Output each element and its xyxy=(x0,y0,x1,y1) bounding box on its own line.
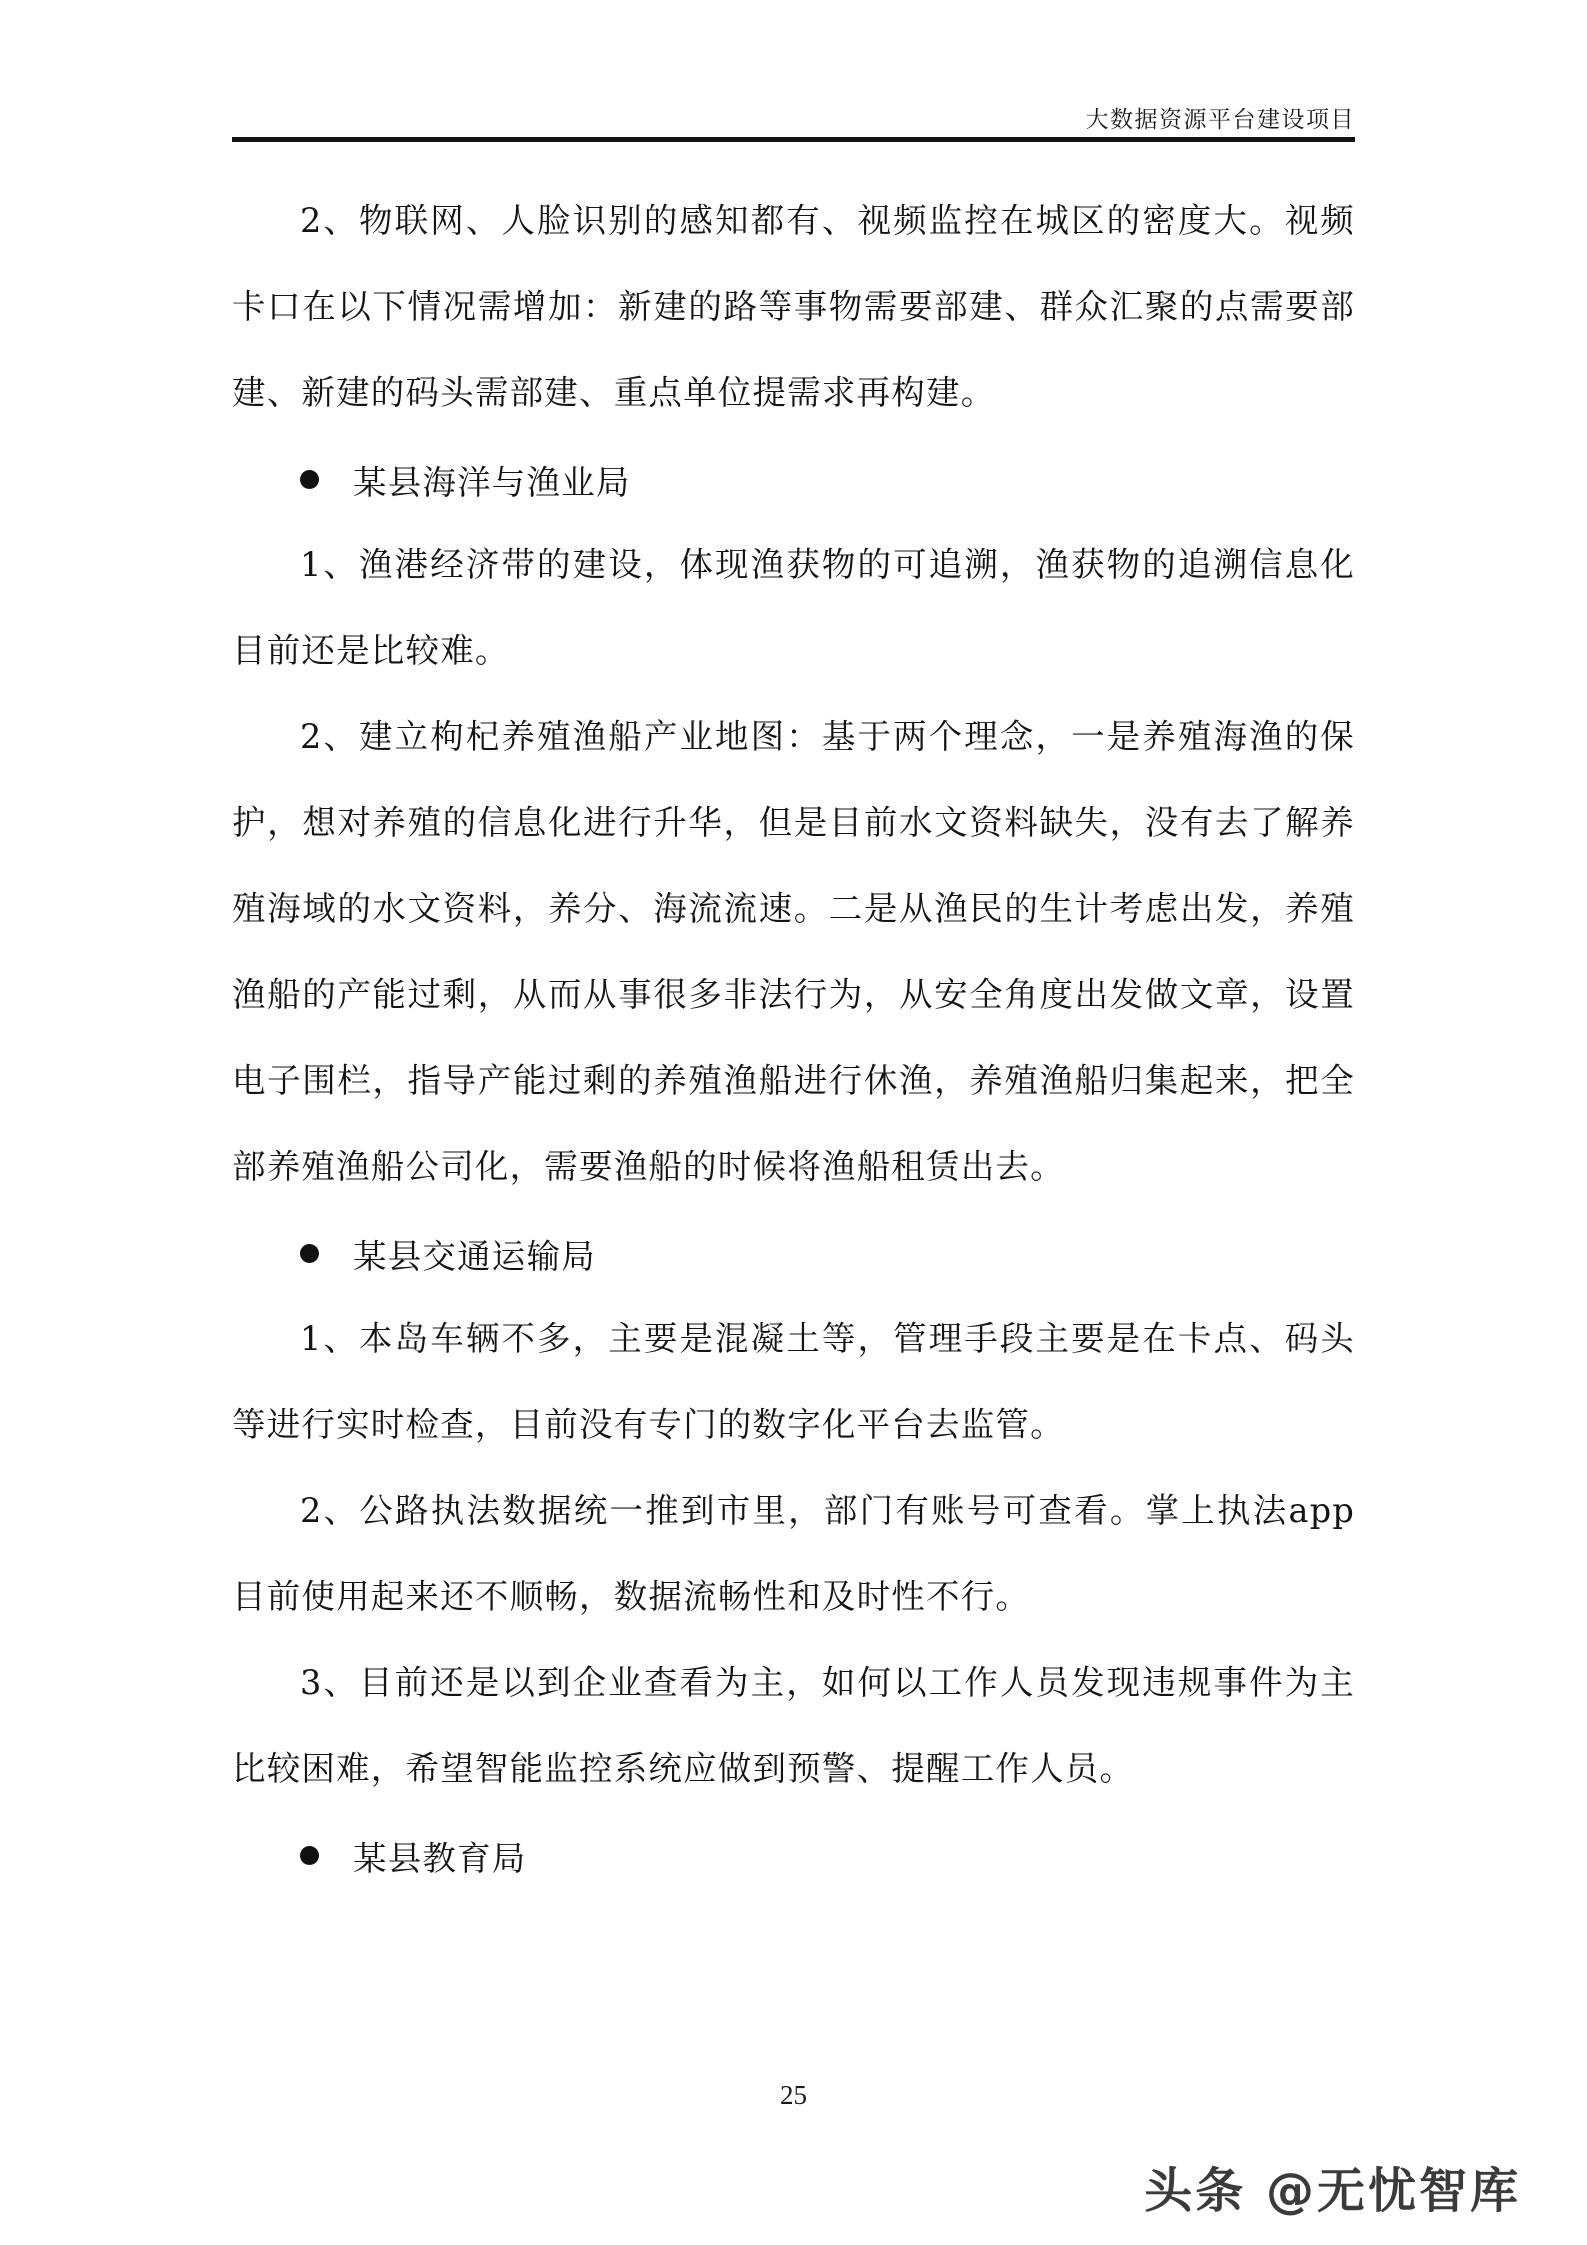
bullet-dot-icon xyxy=(300,1846,319,1865)
bullet-label: 某县交通运输局 xyxy=(353,1236,596,1276)
paragraph-fishing-port-economy: 1、渔港经济带的建设，体现渔获物的可追溯，渔获物的追溯信息化目前还是比较难。 xyxy=(232,545,1355,670)
header-divider xyxy=(232,137,1355,142)
paragraph-iot-facial-recognition: 2、物联网、人脸识别的感知都有、视频监控在城区的密度大。视频卡口在以下情况需增加：新建的路等事物需要部建、群众汇聚的点需要部建、新建的码头需部建、重点单位提需求再构建。 xyxy=(232,201,1355,412)
watermark: 头条 @无忧智库 xyxy=(1144,2163,1521,2219)
paragraph-island-vehicles: 1、本岛车辆不多，主要是混凝土等，管理手段主要是在卡点、码头等进行实时检查，目前没有专门的数字化平台去监管。 xyxy=(232,1319,1355,1444)
paragraph-enterprise-inspection: 3、目前还是以到企业查看为主，如何以工作人员发现违规事件为主比较困难，希望智能监控系统应做到预警、提醒工作人员。 xyxy=(232,1663,1355,1788)
header-title: 大数据资源平台建设项目 xyxy=(1085,107,1355,133)
bullet-label: 某县教育局 xyxy=(353,1838,527,1878)
bullet-education-bureau xyxy=(232,1812,1355,1898)
document-body xyxy=(232,178,1355,1898)
bullet-transportation-bureau xyxy=(232,1210,1355,1296)
paragraph-gouqi-aquaculture-map: 2、建立枸杞养殖渔船产业地图：基于两个理念，一是养殖海渔的保护，想对养殖的信息化进行升华，但是目前水文资料缺失，没有去了解养殖海域的水文资料，养分、海流流速。二是从渔民的生计考虑出发，养殖渔船的产能过剩，从而从事很多非法行为，从安全角度出发做文章，设置电子围栏，指导产能过剩的养殖渔船进行休渔，养殖渔船归集起来，把全部养殖渔船公司化，需要渔船的时候将渔船租赁出去。 xyxy=(232,717,1355,1186)
paragraph-highway-enforcement-data: 2、公路执法数据统一推到市里，部门有账号可查看。掌上执法app 目前使用起来还不顺畅，数据流畅性和及时性不行。 xyxy=(232,1491,1355,1616)
bullet-ocean-fishery-bureau xyxy=(232,436,1355,522)
bullet-dot-icon xyxy=(300,1244,319,1263)
page-number: 25 xyxy=(780,2080,807,2110)
bullet-label: 某县海洋与渔业局 xyxy=(353,462,631,502)
bullet-dot-icon xyxy=(300,470,319,489)
page-header xyxy=(232,96,1355,142)
